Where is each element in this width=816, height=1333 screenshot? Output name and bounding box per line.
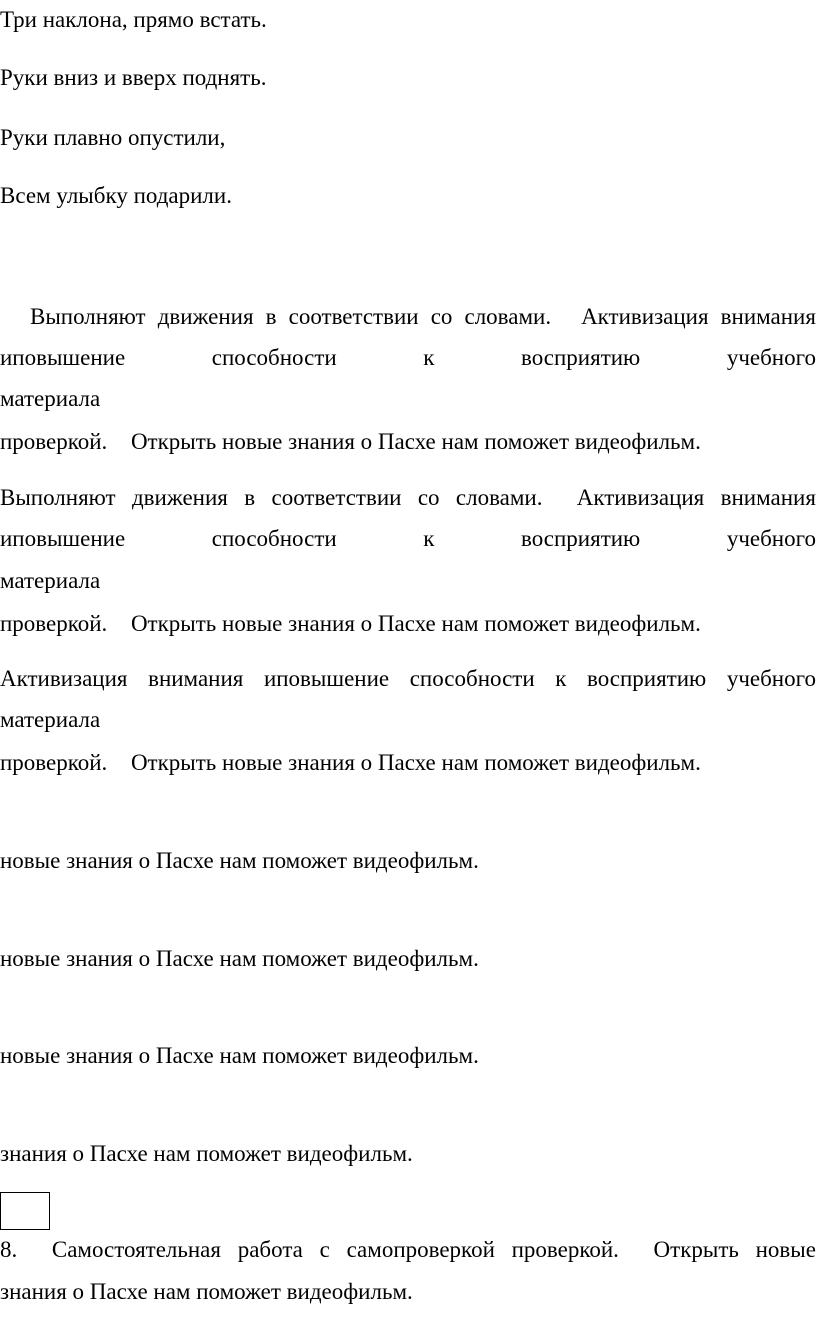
block1-line4: проверкой. Открыть новые знания о Пасхе нам поможет видеофильм. [0,429,689,454]
poem-line-1: Три наклона, прямо встать. [0,7,267,32]
block3-line2: материала [0,707,152,732]
empty-box [0,1192,50,1230]
block4-text: новые знания о Пасхе нам поможет видеофильм. [0,848,479,873]
block2-line1: Выполняют движения в соответствии со словами. Активизация внимания [0,485,816,510]
block2-line3: материала [0,568,152,593]
block2-line2: иповышение способности к восприятию учебного [0,526,816,551]
block8-line1: 8. Самостоятельная работа с самопроверкой проверкой. Открыть новые [0,1237,816,1262]
block5-bullets [0,903,29,928]
block1-line3: материала [0,386,152,411]
block5-text: новые знания о Пасхе нам поможет видеофильм. [0,946,479,971]
block3-line1: Активизация внимания иповышение способности к восприятию учебного [0,666,816,691]
block6-text: новые знания о Пасхе нам поможет видеофильм. [0,1043,479,1068]
block1-line2: иповышение способности к восприятию учебного [0,345,816,370]
block7-text: знания о Пасхе нам поможет видеофильм. [0,1141,413,1166]
block2-line4: проверкой. Открыть новые знания о Пасхе нам поможет видеофильм. [0,611,689,636]
block3-line3: проверкой. Открыть новые знания о Пасхе нам поможет видеофильм. [0,750,689,775]
block6-bullets [0,1000,18,1025]
block1-line1: Выполняют движения в соответствии со словами. Активизация внимания [0,302,816,332]
block8-line2: знания о Пасхе нам поможет видеофильм. [0,1279,413,1304]
poem-line-4: Всем улыбку подарили. [0,183,232,208]
block4-bullets [0,805,41,830]
block7-bullets [0,1098,6,1123]
poem-line-3: Руки плавно опустили, [0,125,226,150]
bullet-icon [0,304,6,329]
poem-line-2: Руки вниз и вверх поднять. [0,65,267,90]
